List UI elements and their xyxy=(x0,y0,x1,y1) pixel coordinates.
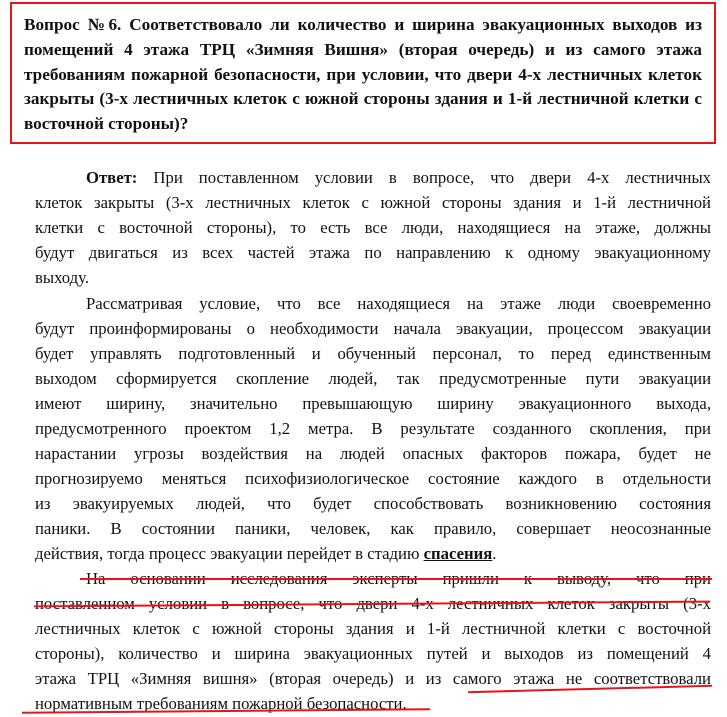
answer-line: прогнозируемо меняться психофизиологическое состояние каждого в отдельности xyxy=(35,469,711,488)
conclusion-line: поставленном условии в вопросе, что двери 4-х лестничных клеток закрыты (3-х xyxy=(35,594,711,613)
answer-line: Рассматривая условие, что все находящиеся на этаже люди своевременно xyxy=(86,294,711,313)
answer-line: будут проинформированы о необходимости начала эвакуации, процессом эвакуации xyxy=(35,319,711,338)
answer-line: Ответ: При поставленном условии в вопросе, что двери 4-х лестничных xyxy=(86,168,711,187)
answer-line: будут двигаться из всех частей этажа по направлению к одному эвакуационному xyxy=(35,243,711,262)
answer-line: выходу. xyxy=(35,268,89,287)
answer-label: Ответ: xyxy=(86,168,138,187)
emphasis-word: спасения xyxy=(423,544,493,563)
answer-line: клетки с восточной стороны), то есть все люди, находящиеся на этаже, должны xyxy=(35,218,711,237)
answer-line: действия, тогда процесс эвакуации перейдет в стадию спасения. xyxy=(35,544,497,563)
conclusion-line: этажа ТРЦ «Зимняя вишня» (вторая очередь) и из самого этажа не соответствовали xyxy=(35,669,711,688)
answer-line: будет управлять подготовленный и обученный персонал, то перед единственным xyxy=(35,344,711,363)
conclusion-line: нормативным требованиям пожарной безопасности. xyxy=(35,694,407,713)
answer-line: клеток закрыты (3-х лестничных клеток с южной стороны здания и 1-й лестничной xyxy=(35,193,711,212)
conclusion-line: На основании исследования эксперты пришли к выводу, что при xyxy=(86,569,711,588)
answer-line: имеют ширину, значительно превышающую ширину эвакуационного выхода, xyxy=(35,394,711,413)
question-title: Вопрос №6. Соответствовало ли количество и ширина эвакуационных выходов из помещений 4 этажа ТРЦ «Зимняя Вишня» (вторая очередь) и из самого этажа требованиям пожарной безопасности, при условии, что двери 4-х лестничных клеток закрыты (3-х лестничных клеток с южной стороны здания и 1-й лестничной клетки с восточной стороны)? xyxy=(24,15,702,134)
conclusion-line: стороны), количество и ширина эвакуационных путей и выходов из помещений 4 xyxy=(35,644,711,663)
answer-line: из эвакуируемых людей, что будет способствовать возникновению состояния xyxy=(35,494,711,513)
answer-line: выходом сформируется скопление людей, так предусмотренные пути эвакуации xyxy=(35,369,711,388)
answer-line: нарастании угрозы воздействия на людей опасных факторов пожара, будет не xyxy=(35,444,711,463)
answer-line: паники. В состоянии паники, человек, как правило, совершает неосознанные xyxy=(35,519,711,538)
answer-line: предусмотренного проектом 1,2 метра. В результате созданного скопления, при xyxy=(35,419,711,438)
underline-mark xyxy=(80,578,712,580)
conclusion-line: лестничных клеток с южной стороны здания и 1-й лестничной клетки с восточной xyxy=(35,619,711,638)
question-box xyxy=(10,2,716,144)
